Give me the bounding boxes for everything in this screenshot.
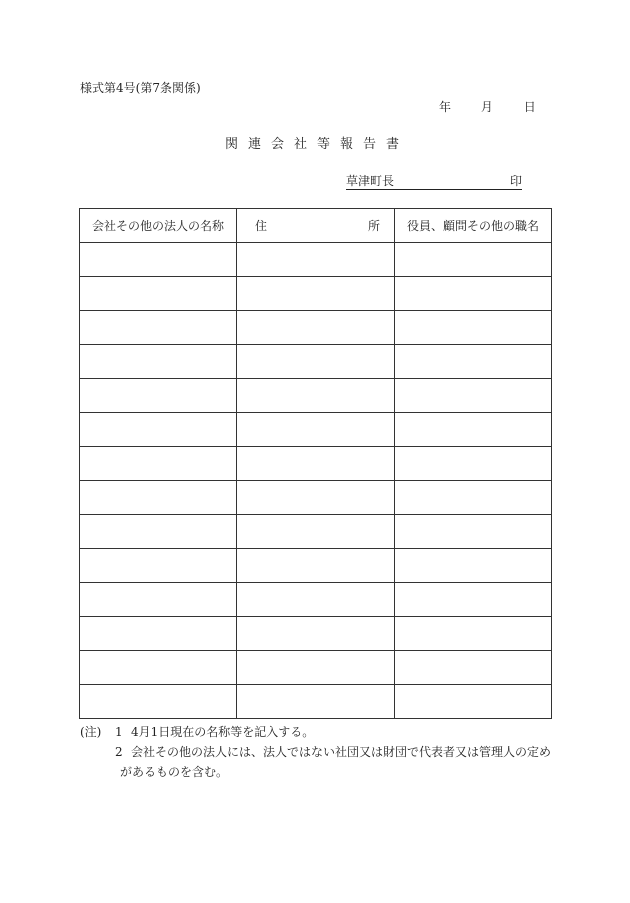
table-cell[interactable]: [395, 413, 552, 447]
table-cell[interactable]: [395, 515, 552, 549]
table-cell[interactable]: [395, 447, 552, 481]
table-row: [80, 345, 552, 379]
form-number: 様式第4号(第7条関係): [80, 81, 201, 95]
table-row: [80, 549, 552, 583]
table-cell[interactable]: [237, 311, 395, 345]
document-title: 関連会社等報告書: [225, 137, 410, 152]
table-body: [80, 243, 552, 719]
table-cell[interactable]: [237, 447, 395, 481]
table-row: [80, 583, 552, 617]
table-cell[interactable]: [395, 311, 552, 345]
signatory-label: 草津町長: [346, 174, 395, 188]
table-cell[interactable]: [237, 481, 395, 515]
table-cell[interactable]: [237, 413, 395, 447]
table-cell[interactable]: [395, 345, 552, 379]
note-number: 2: [115, 745, 123, 759]
table-cell[interactable]: [395, 481, 552, 515]
date-line: [439, 101, 536, 113]
signature-line: [346, 175, 522, 190]
table-cell[interactable]: [80, 549, 237, 583]
table-row: [80, 243, 552, 277]
column-header-company-name: 会社その他の法人の名称: [80, 209, 237, 243]
notes-label: (注): [80, 725, 102, 739]
table-cell[interactable]: [80, 311, 237, 345]
note-text: 4月1日現在の名称等を記入する。: [131, 725, 315, 739]
date-year-label: 年: [439, 100, 452, 114]
report-table: [79, 208, 552, 719]
column-header-position: 役員、顧問その他の職名: [395, 209, 552, 243]
table-cell[interactable]: [80, 617, 237, 651]
table-cell[interactable]: [80, 379, 237, 413]
table-cell[interactable]: [80, 515, 237, 549]
note-number: 1: [115, 725, 123, 739]
table-cell[interactable]: [237, 379, 395, 413]
table-row: [80, 617, 552, 651]
table-cell[interactable]: [237, 345, 395, 379]
table-cell[interactable]: [237, 277, 395, 311]
date-day-label: 日: [523, 100, 536, 114]
table-row: [80, 379, 552, 413]
date-month-label: 月: [480, 100, 493, 114]
table-row: [80, 481, 552, 515]
table-cell[interactable]: [395, 651, 552, 685]
table-cell[interactable]: [80, 413, 237, 447]
table-cell[interactable]: [80, 345, 237, 379]
table-row: [80, 685, 552, 719]
table-cell[interactable]: [237, 515, 395, 549]
table-row: [80, 447, 552, 481]
table-row: [80, 311, 552, 345]
note-continuation-text: があるものを含む。: [120, 765, 229, 779]
table-cell[interactable]: [395, 685, 552, 719]
table-cell[interactable]: [237, 685, 395, 719]
table-cell[interactable]: [80, 651, 237, 685]
table-cell[interactable]: [237, 583, 395, 617]
table-cell[interactable]: [395, 243, 552, 277]
table-row: [80, 515, 552, 549]
table-cell[interactable]: [395, 379, 552, 413]
table-row: [80, 651, 552, 685]
table-cell[interactable]: [237, 549, 395, 583]
table-cell[interactable]: [237, 651, 395, 685]
column-header-address: 住 所: [237, 209, 395, 243]
table-cell[interactable]: [395, 617, 552, 651]
note-text: 会社その他の法人には、法人ではない社団又は財団で代表者又は管理人の定め: [131, 745, 552, 759]
table-cell[interactable]: [80, 277, 237, 311]
table-cell[interactable]: [395, 277, 552, 311]
table-cell[interactable]: [80, 481, 237, 515]
table-cell[interactable]: [80, 243, 237, 277]
table-row: [80, 413, 552, 447]
table-cell[interactable]: [80, 685, 237, 719]
table-cell[interactable]: [395, 549, 552, 583]
table-cell[interactable]: [395, 583, 552, 617]
table-cell[interactable]: [237, 243, 395, 277]
table-cell[interactable]: [80, 447, 237, 481]
table-cell[interactable]: [237, 617, 395, 651]
table-row: [80, 277, 552, 311]
table-cell[interactable]: [80, 583, 237, 617]
table-header-row: [80, 209, 552, 243]
seal-mark: 印: [509, 174, 522, 188]
